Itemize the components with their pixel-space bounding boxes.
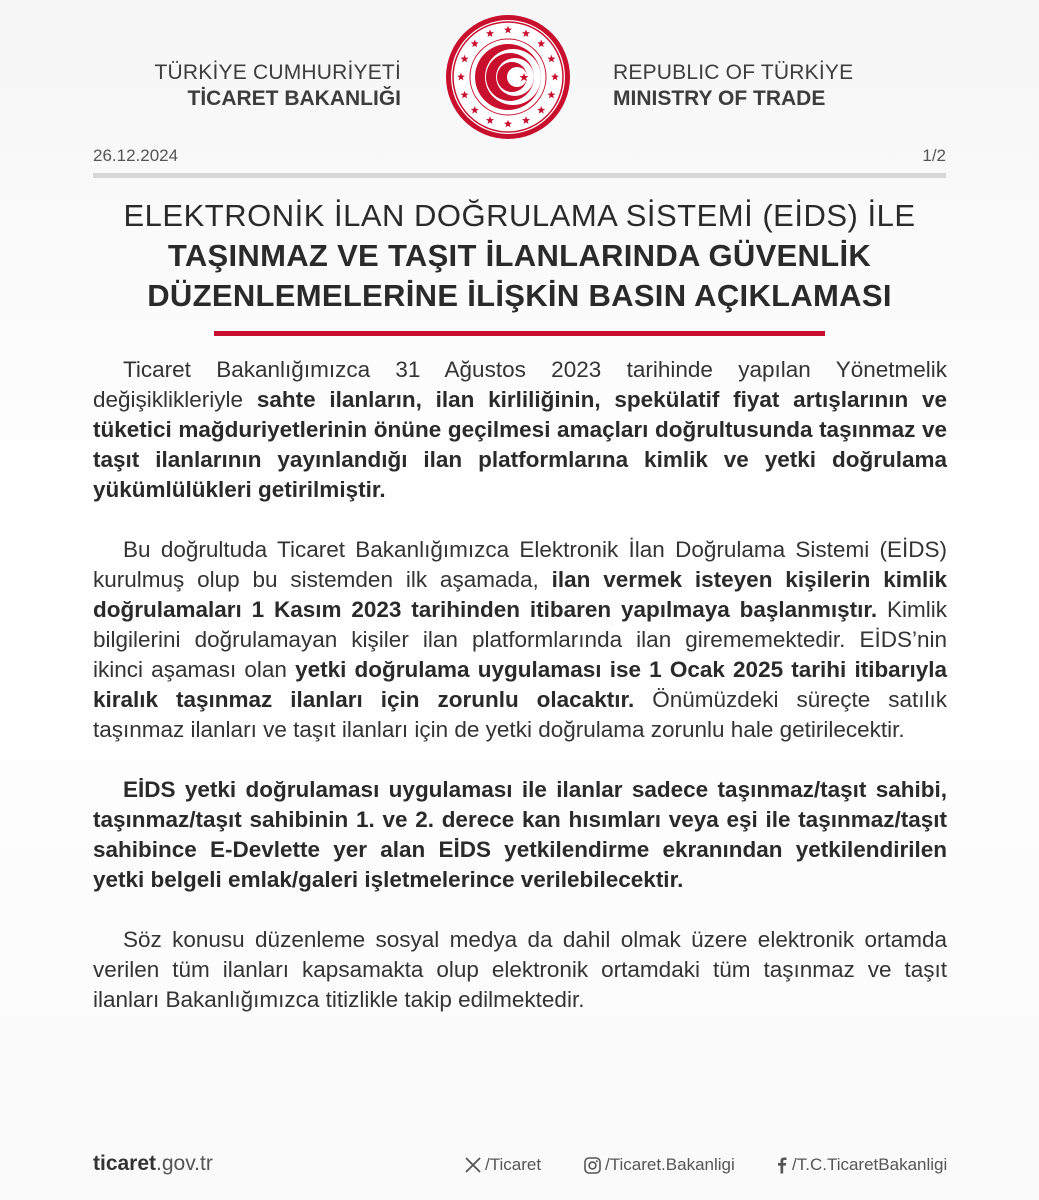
title-line-1: ELEKTRONİK İLAN DOĞRULAMA SİSTEMİ (EİDS) İLE: [123, 198, 916, 233]
instagram-handle: /Ticaret.Bakanligi: [605, 1155, 735, 1174]
footer: [93, 1152, 951, 1182]
x-icon: [465, 1157, 481, 1173]
page-number: 1/2: [922, 146, 946, 165]
title-line-2: TAŞINMAZ VE TAŞIT İLANLARINDA GÜVENLİK: [167, 238, 872, 273]
paragraph-3: EİDS yetki doğrulaması uygulaması ile ilanlar sadece taşınmaz/taşıt sahibi, taşınmaz/taşıt sahibinin 1. ve 2. derece kan hısımları veya eşi ile taşınmaz/taşıt sahibince E-Devlette yer alan EİDS yetkilendirme ekranından yetkilendirilen yetki belgeli emlak/galeri işletmelerince verilebilecektir.: [93, 777, 947, 892]
document-title: [60, 196, 979, 316]
website-link[interactable]: ticaret.gov.tr: [93, 1152, 213, 1175]
instagram-link[interactable]: [584, 1155, 735, 1175]
paragraph-4: Söz konusu düzenleme sosyal medya da dahil olmak üzere elektronik ortamda verilen tüm ilanları kapsamakta olup elektronik ortamdaki tüm taşınmaz ve taşıt ilanları Bakanlığımızca titizlikle takip edilmektedir.: [93, 927, 947, 1012]
x-handle: /Ticaret: [485, 1155, 542, 1174]
paragraph-1: Ticaret Bakanlığımızca 31 Ağustos 2023 tarihinde yapılan Yönetmelik değişiklikleriyle sahte ilanların, ilan kirliliğinin, spekülatif fiyat artışlarının ve tüketici mağduriyetlerinin önüne geçilmesi amaçları doğrultusunda taşınmaz ve taşıt ilanlarının yayınlandığı ilan platformlarına kimlik ve yetki doğrulama yükümlülükleri getirilmiştir.: [93, 357, 947, 502]
facebook-icon: [776, 1157, 788, 1174]
ministry-name-tr: TİCARET BAKANLIĞI: [187, 87, 401, 110]
facebook-link[interactable]: [776, 1155, 947, 1175]
letterhead: [0, 0, 1039, 150]
ministry-seal-icon: [444, 13, 572, 141]
country-name-en: REPUBLIC OF TÜRKİYE: [613, 61, 854, 84]
document-date: 26.12.2024: [93, 146, 179, 165]
facebook-handle: /T.C.TicaretBakanligi: [792, 1155, 948, 1174]
meta-row: [93, 146, 946, 170]
country-name-tr: TÜRKİYE CUMHURİYETİ: [154, 61, 401, 84]
divider: [93, 173, 946, 178]
x-link[interactable]: [465, 1155, 541, 1175]
letterhead-english: [613, 60, 853, 112]
title-line-3: DÜZENLEMELERİNE İLİŞKİN BASIN AÇIKLAMASI: [147, 278, 892, 313]
paragraph-2: Bu doğrultuda Ticaret Bakanlığımızca Elektronik İlan Doğrulama Sistemi (EİDS) kurulmuş olup bu sistemden ilk aşamada, ilan vermek isteyen kişilerin kimlik doğrulamaları 1 Kasım 2023 tarihinden itibaren yapılmaya başlanmıştır. Kimlik bilgilerini doğrulamayan kişiler ilan platformlarında ilan girememektedir. EİDS’nin ikinci aşaması olan yetki doğrulama uygulaması ise 1 Ocak 2025 tarihi itibarıyla kiralık taşınmaz ilanları için zorunlu olacaktır. Önümüzdeki süreçte satılık taşınmaz ilanları ve taşıt ilanları için de yetki doğrulama zorunlu hale getirilecektir.: [93, 537, 948, 742]
letterhead-turkish: [155, 60, 401, 112]
ministry-name-en: MINISTRY OF TRADE: [613, 87, 826, 110]
title-underline: [214, 331, 825, 336]
document-body: [93, 355, 947, 1045]
instagram-icon: [584, 1157, 601, 1174]
